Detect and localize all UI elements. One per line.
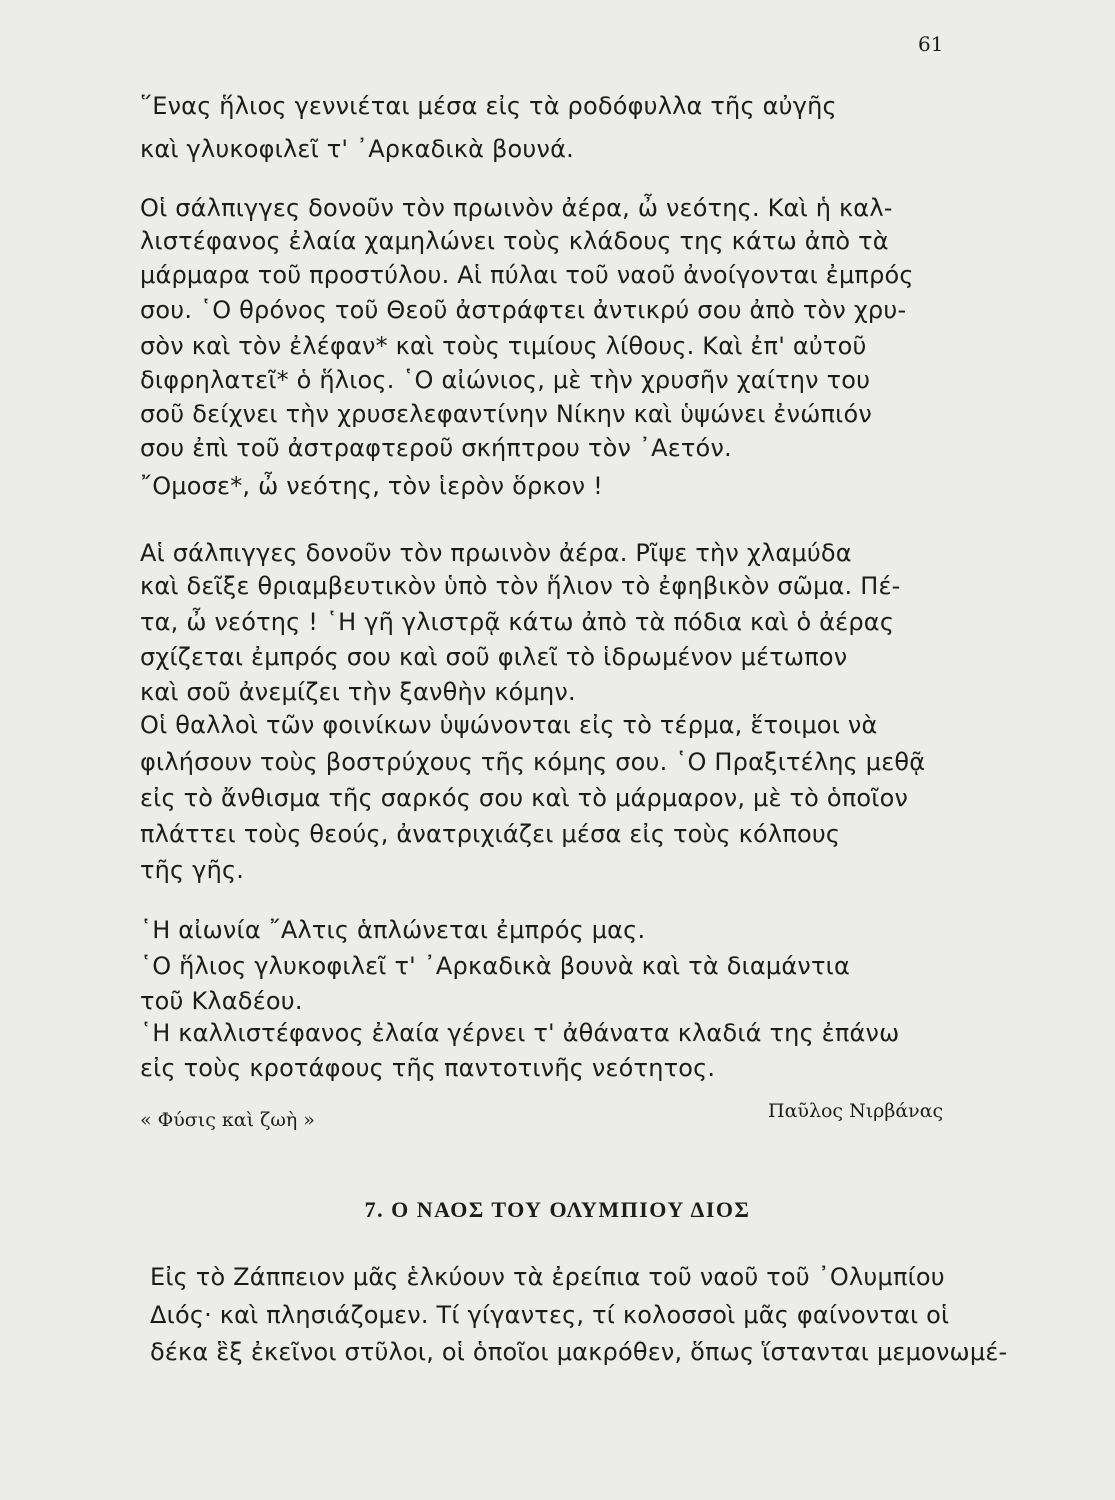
- poem-line: πλάττει τοὺς θεούς, ἀνατριχιάζει μέσα εἰς τοὺς κόλπους: [140, 820, 841, 848]
- body-line: δέκα ἓξ ἐκεῖνοι στῦλοι, οἱ ὁποῖοι μακρόθεν, ὅπως ἵστανται μεμονωμέ-: [150, 1338, 1008, 1366]
- section-heading: 7. Ο ΝΑΟΣ ΤΟΥ ΟΛΥΜΠΙΟΥ ΔΙΟΣ: [364, 1197, 751, 1222]
- poem-line: εἰς τὸ ἄνθισμα τῆς σαρκός σου καὶ τὸ μάρμαρον, μὲ τὸ ὁποῖον: [140, 784, 909, 812]
- poem-line: διφρηλατεῖ* ὁ ἥλιος. ῾Ο αἰώνιος, μὲ τὴν χρυσῆν χαίτην του: [140, 366, 871, 394]
- poem-line: ῞Ενας ἥλιος γεννιέται μέσα εἰς τὰ ροδόφυλλα τῆς αὐγῆς: [140, 92, 837, 120]
- poem-line: ῎Ομοσε*, ὦ νεότης, τὸν ἱερὸν ὅρκον !: [140, 472, 603, 500]
- poem-line: καὶ γλυκοφιλεῖ τ' ᾿Αρκαδικὰ βουνά.: [140, 135, 574, 163]
- poem-line: Οἱ θαλλοὶ τῶν φοινίκων ὑψώνονται εἰς τὸ τέρμα, ἕτοιμοι νὰ: [140, 711, 878, 739]
- poem-line: τα, ὦ νεότης ! ῾Η γῆ γλιστρᾷ κάτω ἀπὸ τὰ πόδια καὶ ὁ ἀέρας: [140, 608, 895, 636]
- poem-line: τῆς γῆς.: [140, 856, 245, 884]
- poem-line: Αἱ σάλπιγγες δονοῦν τὸν πρωινὸν ἀέρα. Ρῖψε τὴν χλαμύδα: [140, 539, 852, 567]
- poem-line: λιστέφανος ἐλαία χαμηλώνει τοὺς κλάδους της κάτω ἀπὸ τὰ: [140, 227, 889, 255]
- body-line: Εἰς τὸ Ζάππειον μᾶς ἑλκύουν τὰ ἐρείπια τοῦ ναοῦ τοῦ ᾿Ολυμπίου: [150, 1263, 945, 1291]
- poem-line: τοῦ Κλαδέου.: [140, 987, 303, 1015]
- poem-line: φιλήσουν τοὺς βοστρύχους τῆς κόμης σου. ῾Ο Πραξιτέλης μεθᾷ: [140, 748, 926, 776]
- poem-source: « Φύσις καὶ ζωὴ »: [140, 1109, 315, 1131]
- poem-line: ῾Η καλλιστέφανος ἐλαία γέρνει τ' ἀθάνατα κλαδιά της ἐπάνω: [140, 1019, 900, 1047]
- poem-line: ῾Η αἰωνία ῎Αλτις ἁπλώνεται ἐμπρός μας.: [140, 916, 646, 944]
- poem-line: Οἱ σάλπιγγες δονοῦν τὸν πρωινὸν ἀέρα, ὦ νεότης. Καὶ ἡ καλ-: [140, 194, 893, 222]
- poem-line: καὶ δεῖξε θριαμβευτικὸν ὑπὸ τὸν ἥλιον τὸ ἐφηβικὸν σῶμα. Πέ-: [140, 572, 901, 600]
- page-number: 61: [918, 32, 944, 56]
- poem-line: σου ἐπὶ τοῦ ἀστραφτεροῦ σκήπτρου τὸν ᾿Αετόν.: [140, 434, 732, 462]
- poem-line: σου. ῾Ο θρόνος τοῦ Θεοῦ ἀστράφτει ἀντικρύ σου ἀπὸ τὸν χρυ-: [140, 296, 907, 324]
- poem-line: σὸν καὶ τὸν ἐλέφαν* καὶ τοὺς τιμίους λίθους. Καὶ ἐπ' αὐτοῦ: [140, 332, 867, 360]
- poem-line: μάρμαρα τοῦ προστύλου. Αἱ πύλαι τοῦ ναοῦ ἀνοίγονται ἐμπρός: [140, 261, 914, 289]
- poem-line: σοῦ δείχνει τὴν χρυσελεφαντίνην Νίκην καὶ ὑψώνει ἐνώπιόν: [140, 400, 872, 428]
- poem-author: Παῦλος Νιρβάνας: [768, 1100, 944, 1122]
- poem-line: ῾Ο ἥλιος γλυκοφιλεῖ τ' ᾿Αρκαδικὰ βουνὰ καὶ τὰ διαμάντια: [140, 952, 851, 980]
- poem-line: εἰς τοὺς κροτάφους τῆς παντοτινῆς νεότητος.: [140, 1054, 716, 1082]
- poem-line: καὶ σοῦ ἀνεμίζει τὴν ξανθὴν κόμην.: [140, 678, 576, 706]
- poem-line: σχίζεται ἐμπρός σου καὶ σοῦ φιλεῖ τὸ ἱδρωμένον μέτωπον: [140, 643, 848, 671]
- body-line: Διός· καὶ πλησιάζομεν. Τί γίγαντες, τί κολοσσοὶ μᾶς φαίνονται οἱ: [150, 1301, 950, 1329]
